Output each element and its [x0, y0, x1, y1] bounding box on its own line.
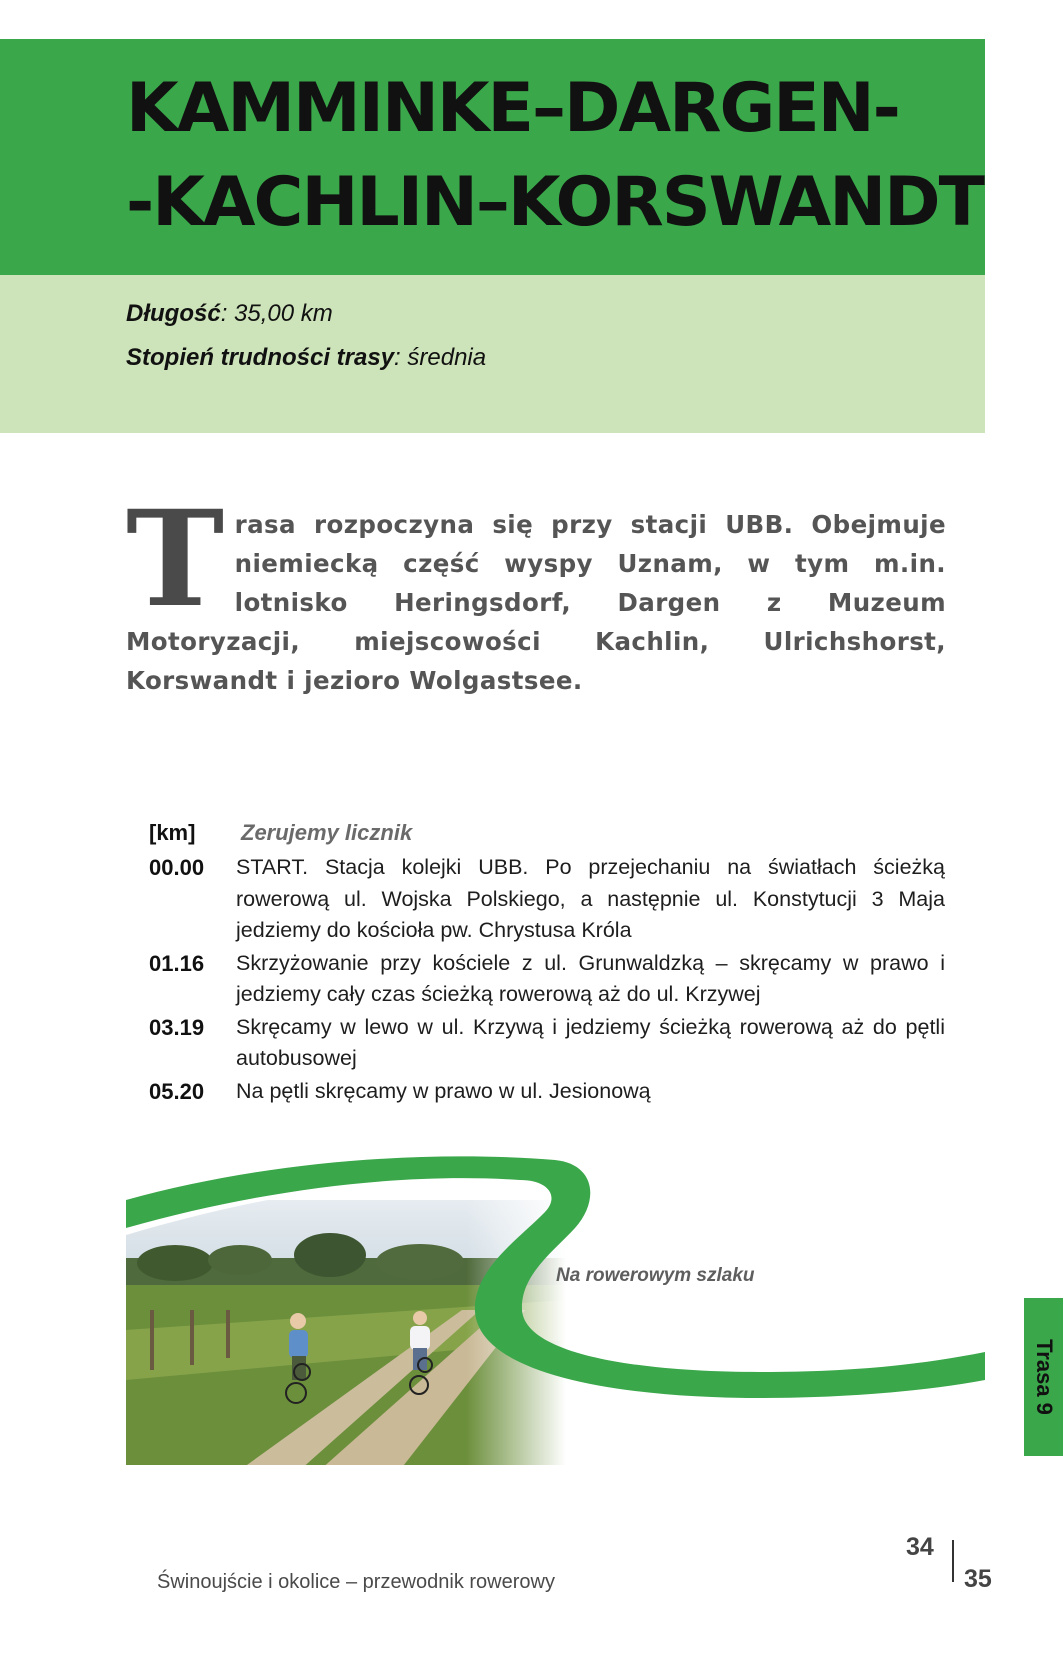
route-entry [149, 852, 945, 947]
intro-paragraph [126, 482, 946, 700]
route-description: START. Stacja kolejki UBB. Po przejechaniu na światłach ścieżką rowerową ul. Wojska Polskiego, a następnie ul. Konstytucji 3 Maja jedziemy do kościoła pw. Chrystusa Króla [236, 855, 945, 942]
photo-caption: Na rowerowym szlaku [556, 1265, 755, 1286]
route-description: Skrzyżowanie przy kościele z ul. Grunwaldzką – skręcamy w prawo i jedziemy cały czas ścieżką rowerową aż do ul. Krzywej [236, 950, 945, 1006]
route-list [149, 852, 945, 1108]
difficulty-label: Stopień trudności trasy [126, 344, 395, 371]
page-number-right: 35 [964, 1565, 992, 1593]
route-tab-label: Trasa 9 [1031, 1339, 1057, 1415]
km-column-label: [km] [149, 820, 196, 845]
route-entry [149, 1012, 945, 1075]
route-description: Na pętli skręcamy w prawo w ul. Jesionową [236, 1078, 651, 1103]
title-line-2: -KACHLIN–KORSWANDT [126, 163, 983, 242]
page-divider [952, 1540, 954, 1582]
route-km: 01.16 [149, 950, 205, 976]
length-value: : 35,00 km [220, 300, 333, 327]
route-length [126, 300, 333, 328]
route-tab [1024, 1298, 1063, 1456]
title-line-1: KAMMINKE–DARGEN- [126, 69, 899, 148]
route-description: Skręcamy w lewo w ul. Krzywą i jedziemy ścieżką rowerową aż do pętli autobusowej [236, 1014, 945, 1070]
page-number-left: 34 [906, 1533, 934, 1561]
length-label: Długość [126, 300, 221, 327]
route-km: 03.19 [149, 1014, 205, 1040]
footer-text: Świnoujście i okolice – przewodnik rowerowy [157, 1571, 555, 1593]
route-header [149, 820, 413, 846]
cyclists-photo [0, 1150, 1063, 1470]
route-entry [149, 1076, 945, 1108]
route-km: 05.20 [149, 1078, 205, 1104]
route-km: 00.00 [149, 855, 205, 880]
intro-text: rasa rozpoczyna się przy stacji UBB. Obejmuje niemiecką część wyspy Uznam, w tym m.in. lotnisko Heringsdorf, Dargen z Muzeum Motoryzacji, miejscowości Kachlin, Ulrichshorst, Korswandt i jezioro Wolgastsee. [126, 510, 946, 695]
difficulty-value: : średnia [394, 344, 487, 371]
page-title [126, 62, 983, 250]
reset-note: Zerujemy licznik [241, 820, 413, 845]
drop-cap: T [126, 482, 225, 637]
route-difficulty [126, 344, 486, 372]
route-entry [149, 948, 945, 1011]
